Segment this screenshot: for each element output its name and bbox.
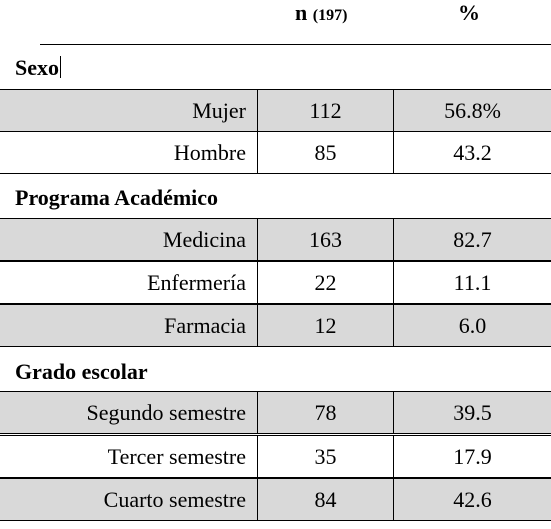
row-count: 112	[257, 90, 393, 131]
row-count: 85	[257, 132, 393, 173]
column-header-percent: %	[458, 0, 480, 25]
table-row	[0, 304, 551, 347]
table-row	[0, 478, 551, 521]
row-label: Enfermería	[147, 269, 246, 295]
row-percent: 43.2	[393, 132, 551, 173]
column-header-n-count: (197)	[312, 7, 348, 24]
row-count: 84	[257, 479, 393, 520]
table-row	[0, 261, 551, 304]
section-title-sexo-text: Sexo	[15, 55, 59, 80]
text-cursor	[60, 56, 61, 78]
row-count: 12	[257, 305, 393, 346]
row-label: Mujer	[192, 97, 246, 123]
section-title-grado: Grado escolar	[15, 359, 148, 384]
row-count: 78	[257, 392, 393, 433]
section-title-sexo[interactable]	[15, 56, 61, 80]
row-percent: 42.6	[393, 479, 551, 520]
table-row	[0, 391, 551, 434]
row-label: Tercer semestre	[107, 443, 246, 469]
row-percent: 11.1	[393, 262, 551, 303]
row-percent: 39.5	[393, 392, 551, 433]
column-header-n-label: n	[295, 0, 308, 25]
header-rule	[40, 44, 551, 45]
table-row	[0, 131, 551, 174]
table-row	[0, 218, 551, 261]
row-label: Medicina	[162, 226, 246, 252]
row-count: 163	[257, 219, 393, 260]
row-percent: 6.0	[393, 305, 551, 346]
row-count: 35	[257, 436, 393, 477]
row-percent: 82.7	[393, 219, 551, 260]
row-label: Segundo semestre	[86, 399, 246, 425]
section-title-programa: Programa Académico	[15, 185, 219, 210]
column-header-n	[295, 0, 347, 26]
row-percent: 56.8%	[393, 90, 551, 131]
table-row	[0, 435, 551, 478]
row-percent: 17.9	[393, 436, 551, 477]
row-label: Farmacia	[164, 312, 246, 338]
row-label: Hombre	[173, 139, 246, 165]
row-label: Cuarto semestre	[103, 486, 246, 512]
row-count: 22	[257, 262, 393, 303]
table-row	[0, 89, 551, 132]
